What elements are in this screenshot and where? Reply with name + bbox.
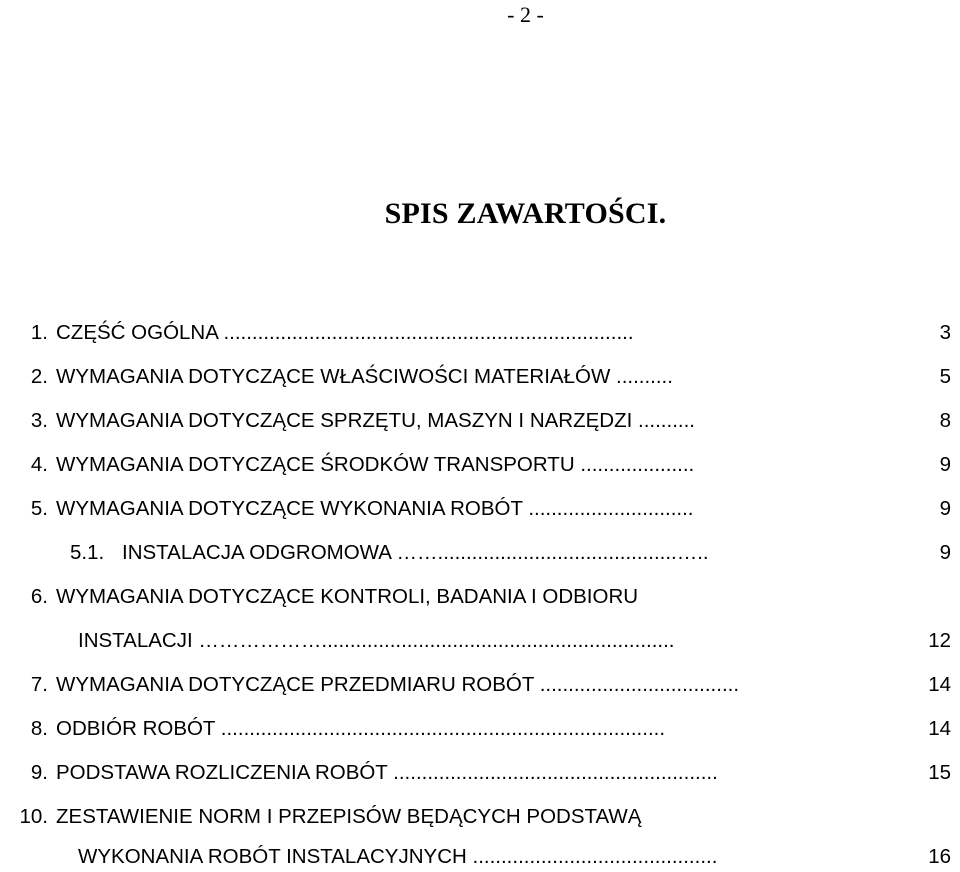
toc-entry-4	[0, 450, 960, 480]
toc-entry-page: 9	[939, 453, 951, 476]
toc-entry-title: INSTALACJI ………………..............................................................	[78, 629, 675, 652]
toc-entry-8	[0, 714, 960, 744]
toc-entry-9	[0, 758, 960, 788]
toc-entry-page: 16	[928, 845, 951, 868]
toc-entry-page: 12	[928, 629, 951, 652]
toc-entry-title: WYMAGANIA DOTYCZĄCE SPRZĘTU, MASZYN I NARZĘDZI ..........	[56, 409, 695, 432]
toc-entry-page: 14	[928, 717, 951, 740]
toc-entry-title: WYMAGANIA DOTYCZĄCE WYKONANIA ROBÓT .............................	[56, 497, 694, 520]
toc-entry-number: 8.	[30, 717, 48, 740]
toc-entry-number: 5.1.	[70, 541, 105, 564]
toc-entry-6-continued	[0, 626, 960, 656]
toc-entry-title: WYMAGANIA DOTYCZĄCE ŚRODKÓW TRANSPORTU ....................	[56, 453, 695, 476]
toc-entry-page: 14	[928, 673, 951, 696]
toc-entry-10	[0, 802, 960, 832]
toc-entry-title: ODBIÓR ROBÓT ..............................................................................	[56, 717, 666, 740]
toc-entry-page: 15	[928, 761, 951, 784]
toc-entry-number: 3.	[30, 409, 48, 432]
toc-entry-page: 5	[939, 365, 951, 388]
toc-entry-page: 8	[939, 409, 951, 432]
toc-entry-number: 9.	[30, 761, 48, 784]
page-title: SPIS ZAWARTOŚCI.	[384, 197, 667, 230]
toc-entry-title: WYKONANIA ROBÓT INSTALACYJNYCH ...........................................	[78, 845, 718, 868]
toc-entry-number: 4.	[30, 453, 48, 476]
toc-entry-number: 1.	[30, 321, 48, 344]
toc-entry-number: 6.	[30, 585, 48, 608]
toc-entry-5	[0, 494, 960, 524]
toc-entry-6	[0, 582, 960, 612]
toc-entry-title: CZĘŚĆ OGÓLNA ........................................................................	[56, 321, 634, 344]
toc-entry-page: 9	[939, 497, 951, 520]
toc-entry-page: 9	[939, 541, 951, 564]
toc-entry-2	[0, 362, 960, 392]
toc-entry-number: 2.	[30, 365, 48, 388]
toc-entry-3	[0, 406, 960, 436]
toc-entry-title: WYMAGANIA DOTYCZĄCE WŁAŚCIWOŚCI MATERIAŁÓW ..........	[56, 365, 673, 388]
page-number: - 2 -	[507, 2, 544, 27]
toc-entry-number: 5.	[30, 497, 48, 520]
toc-entry-number: 7.	[30, 673, 48, 696]
toc-entry-10-continued	[0, 842, 960, 872]
toc-entry-page: 3	[939, 321, 951, 344]
toc-entry-title: WYMAGANIA DOTYCZĄCE PRZEDMIARU ROBÓT ...................................	[56, 673, 740, 696]
toc-entry-title: ZESTAWIENIE NORM I PRZEPISÓW BĘDĄCYCH PODSTAWĄ	[56, 805, 642, 828]
toc-entry-5-1	[0, 538, 960, 568]
toc-entry-title: WYMAGANIA DOTYCZĄCE KONTROLI, BADANIA I ODBIORU	[56, 585, 639, 608]
toc-entry-7	[0, 670, 960, 700]
toc-entry-title: PODSTAWA ROZLICZENIA ROBÓT .........................................................	[56, 761, 718, 784]
toc-entry-1	[0, 318, 960, 348]
toc-entry-title: INSTALACJA ODGROMOWA ……..........................................…..	[122, 541, 709, 564]
toc-entry-number: 10.	[19, 805, 48, 828]
